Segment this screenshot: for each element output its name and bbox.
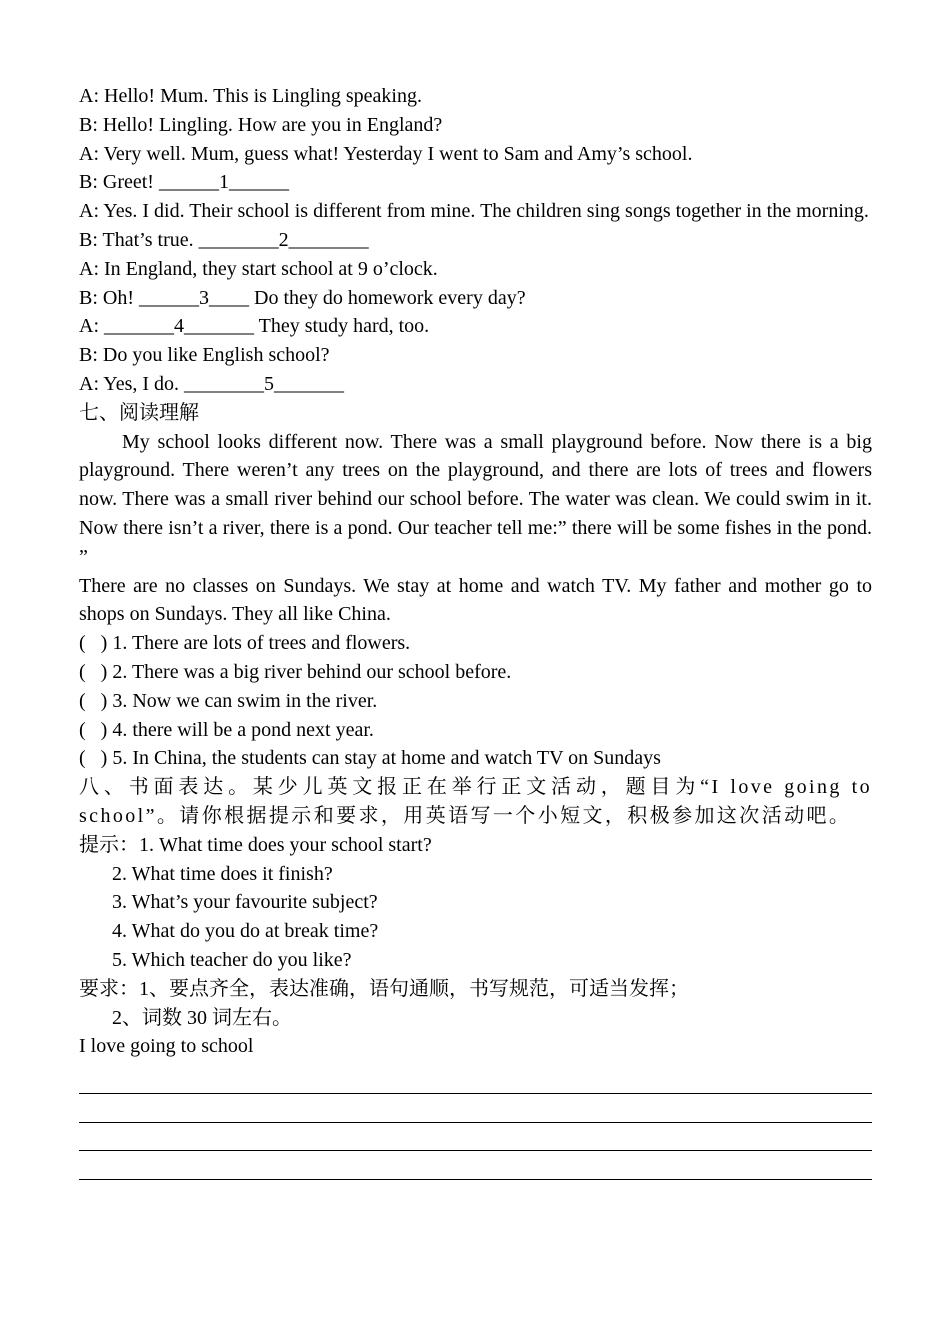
essay-title: I love going to school — [79, 1035, 254, 1058]
dialogue-line: A: Yes. I did. Their school is different from mine. The children sing songs together in the morning. — [79, 200, 869, 223]
requirement-line: 2、词数 30 词左右。 — [112, 1006, 292, 1029]
dialogue-line: B: Hello! Lingling. How are you in England? — [79, 113, 443, 136]
writing-line[interactable] — [79, 1123, 872, 1152]
dialogue-line: B: Oh! ______3____ Do they do homework every day? — [79, 286, 526, 309]
dialogue-line: A: _______4_______ They study hard, too. — [79, 315, 430, 338]
requirement-line: 要求：1、要点齐全，表达准确，语句通顺，书写规范，可适当发挥； — [79, 977, 689, 1000]
document-content — [79, 82, 872, 1180]
dialogue-line: A: Yes, I do. ________5_______ — [79, 372, 345, 395]
dialogue-line: A: In England, they start school at 9 o’clock. — [79, 257, 438, 280]
writing-line[interactable] — [79, 1065, 872, 1094]
question-item: ( ) 4. there will be a pond next year. — [79, 718, 374, 741]
section-8-heading: 八、书面表达。某少儿英文报正在举行正文活动，题目为“I love going to school”。请你根据提示和要求，用英语写一个小短文，积极参加这次活动吧。 — [79, 776, 872, 827]
dialogue-line: A: Hello! Mum. This is Lingling speaking. — [79, 85, 422, 107]
reading-paragraph-1: My school looks different now. There was a small playground before. Now there is a big playground. There weren’t any trees on the playground, and there are lots of trees and flowers now. There was a small river behind our school before. The water was clean. We could swim in it. Now there isn’t a river, there is a pond. Our teacher tell me:” there will be some fishes in the pond. ” — [79, 430, 872, 568]
reading-paragraph-2: There are no classes on Sundays. We stay at home and watch TV. My father and mother go to shops on Sundays. They all like China. — [79, 574, 872, 626]
writing-line[interactable] — [79, 1151, 872, 1180]
writing-line[interactable] — [79, 1094, 872, 1123]
hint-line: 提示：1. What time does your school start? — [79, 833, 432, 856]
question-item: ( ) 2. There was a big river behind our school before. — [79, 660, 512, 683]
section-7-heading: 七、阅读理解 — [79, 401, 199, 424]
dialogue-line: B: That’s true. ________2________ — [79, 228, 369, 251]
hint-line: 3. What’s your favourite subject? — [112, 891, 378, 914]
true-false-questions — [79, 629, 872, 773]
question-item: ( ) 1. There are lots of trees and flowers. — [79, 632, 411, 655]
hint-line: 2. What time does it finish? — [112, 862, 333, 885]
dialogue-line: B: Greet! ______1______ — [79, 171, 289, 194]
hint-line: 5. Which teacher do you like? — [112, 948, 352, 971]
dialogue — [79, 82, 872, 399]
hint-line: 4. What do you do at break time? — [112, 920, 379, 943]
dialogue-line: A: Very well. Mum, guess what! Yesterday I went to Sam and Amy’s school. — [79, 142, 693, 165]
writing-lines[interactable] — [79, 1065, 872, 1180]
question-item: ( ) 5. In China, the students can stay at home and watch TV on Sundays — [79, 747, 661, 770]
dialogue-line: B: Do you like English school? — [79, 344, 330, 367]
question-item: ( ) 3. Now we can swim in the river. — [79, 689, 378, 712]
